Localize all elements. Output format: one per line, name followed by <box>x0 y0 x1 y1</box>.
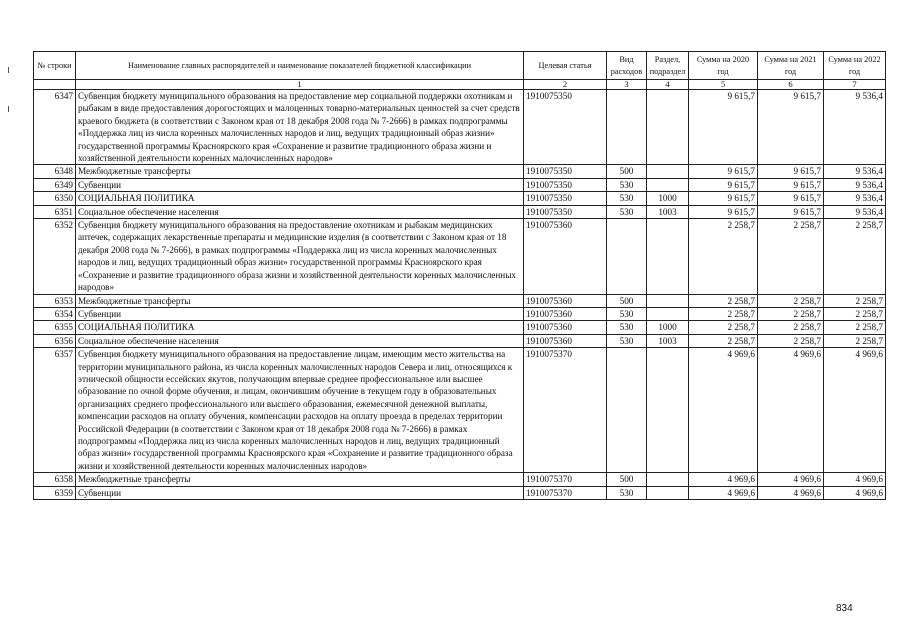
row-sum-2021: 2 258,7 <box>758 219 824 294</box>
row-section <box>647 294 689 307</box>
row-name: Субвенции <box>76 307 524 320</box>
row-sum-2021: 9 615,7 <box>758 205 824 218</box>
margin-mark <box>8 106 9 112</box>
row-name: Межбюджетные трансферты <box>76 473 524 486</box>
row-target: 1910075370 <box>524 348 607 473</box>
row-sum-2021: 9 615,7 <box>758 90 824 165</box>
table-row <box>34 192 886 205</box>
row-sum-2021: 9 615,7 <box>758 192 824 205</box>
row-name: СОЦИАЛЬНАЯ ПОЛИТИКА <box>76 192 524 205</box>
row-type: 530 <box>607 486 647 499</box>
row-sum-2020: 9 615,7 <box>689 90 758 165</box>
row-sum-2021: 9 615,7 <box>758 178 824 191</box>
column-number: 2 <box>524 80 607 90</box>
row-section <box>647 165 689 178</box>
row-name: Социальное обеспечение населения <box>76 334 524 347</box>
row-name: Межбюджетные трансферты <box>76 294 524 307</box>
row-section: 1003 <box>647 334 689 347</box>
row-number: 6355 <box>34 321 76 334</box>
header-sum-2022: Сумма на 2022 год <box>824 52 886 80</box>
row-sum-2020: 4 969,6 <box>689 348 758 473</box>
row-target: 1910075360 <box>524 307 607 320</box>
table-header-row <box>34 52 886 80</box>
margin-mark <box>8 67 9 73</box>
row-target: 1910075360 <box>524 334 607 347</box>
table-row <box>34 219 886 294</box>
row-sum-2021: 2 258,7 <box>758 321 824 334</box>
row-target: 1910075350 <box>524 90 607 165</box>
row-name: СОЦИАЛЬНАЯ ПОЛИТИКА <box>76 321 524 334</box>
row-number: 6350 <box>34 192 76 205</box>
row-sum-2020: 9 615,7 <box>689 165 758 178</box>
row-type <box>607 90 647 165</box>
row-sum-2022: 4 969,6 <box>824 486 886 499</box>
row-sum-2021: 4 969,6 <box>758 473 824 486</box>
header-name: Наименование главных распорядителей и наименование показателей бюджетной классификации <box>76 52 524 80</box>
row-number: 6358 <box>34 473 76 486</box>
header-sum-2021: Сумма на 2021 год <box>758 52 824 80</box>
row-section: 1000 <box>647 192 689 205</box>
table-row <box>34 334 886 347</box>
row-name: Субвенция бюджету муниципального образования на предоставление мер социальной поддержки охотникам и рыбакам в виде предоставления дорогостоящих и малоценных товарно-материальных ценностей за счет средств краевого бюджета (в соответствии с Законом края от 18 декабря 2008 года № 7-2666) в рамках подпрограммы «Поддержка лиц из числа коренных малочисленных народов и лиц, ведущих традиционный образ жизни» государственной программы Красноярского края «Сохранение и развитие традиционного образа жизни и хозяйственной деятельности коренных малочисленных народов» <box>76 90 524 165</box>
column-number <box>34 80 76 90</box>
header-section: Раздел, подраздел <box>647 52 689 80</box>
row-section <box>647 307 689 320</box>
row-sum-2020: 2 258,7 <box>689 294 758 307</box>
column-number: 4 <box>647 80 689 90</box>
row-type <box>607 348 647 473</box>
row-target: 1910075350 <box>524 205 607 218</box>
row-sum-2020: 2 258,7 <box>689 321 758 334</box>
row-sum-2022: 4 969,6 <box>824 348 886 473</box>
row-sum-2020: 9 615,7 <box>689 192 758 205</box>
row-type: 500 <box>607 165 647 178</box>
row-name: Субвенция бюджету муниципального образования на предоставление лицам, имеющим место жительства на территории муниципального района, из числа коренных малочисленных народов Севера и лиц, относящихся к этнической общности ессейских якутов, получающим впервые среднее профессиональное или высшее образование по очной форме обучения, и лицам, окончившим обучение в текущем году в образовательных организациях среднего профессионального или высшего образования, ежемесячной денежной выплаты, компенсации расходов на оплату обучения, компенсации расходов на оплату проезда в пределах территории Российской Федерации (в соответствии с Законом края от 18 декабря 2008 года № 7-2666) в рамках подпрограммы «Поддержка лиц из числа коренных малочисленных народов и лиц, ведущих традиционный образ жизни» государственной программы Красноярского края «Сохранение и развитие традиционного образа жизни и хозяйственной деятельности коренных малочисленных народов» <box>76 348 524 473</box>
column-number: 6 <box>758 80 824 90</box>
row-name: Субвенция бюджету муниципального образования на предоставление охотникам и рыбакам медицинских аптечек, содержащих лекарственные препараты и медицинские изделия (в соответствии с Законом края от 18 декабря 2008 года № 7-2666), в рамках подпрограммы «Поддержка лиц из числа коренных малочисленных народов и лиц, ведущих традиционный образ жизни» государственной программы Красноярского края «Сохранение и развитие традиционного образа жизни и хозяйственной деятельности коренных малочисленных народов» <box>76 219 524 294</box>
row-type: 530 <box>607 321 647 334</box>
column-number: 7 <box>824 80 886 90</box>
row-sum-2022: 9 536,4 <box>824 165 886 178</box>
row-sum-2022: 2 258,7 <box>824 294 886 307</box>
row-sum-2022: 2 258,7 <box>824 321 886 334</box>
row-section <box>647 473 689 486</box>
row-section <box>647 178 689 191</box>
row-sum-2020: 2 258,7 <box>689 307 758 320</box>
header-row-no: № строки <box>34 52 76 80</box>
row-target: 1910075350 <box>524 178 607 191</box>
row-type: 500 <box>607 473 647 486</box>
row-sum-2020: 2 258,7 <box>689 219 758 294</box>
row-number: 6351 <box>34 205 76 218</box>
row-sum-2022: 9 536,4 <box>824 90 886 165</box>
row-type: 530 <box>607 178 647 191</box>
row-section: 1003 <box>647 205 689 218</box>
row-type: 500 <box>607 294 647 307</box>
table-row <box>34 205 886 218</box>
row-target: 1910075360 <box>524 219 607 294</box>
row-sum-2022: 2 258,7 <box>824 307 886 320</box>
row-name: Субвенции <box>76 178 524 191</box>
row-number: 6356 <box>34 334 76 347</box>
row-number: 6349 <box>34 178 76 191</box>
row-name: Межбюджетные трансферты <box>76 165 524 178</box>
table-row <box>34 486 886 499</box>
row-type: 530 <box>607 307 647 320</box>
row-type: 530 <box>607 192 647 205</box>
table-row <box>34 348 886 473</box>
table-row <box>34 165 886 178</box>
row-sum-2021: 4 969,6 <box>758 486 824 499</box>
row-number: 6357 <box>34 348 76 473</box>
table-row <box>34 473 886 486</box>
row-sum-2022: 4 969,6 <box>824 473 886 486</box>
row-section <box>647 219 689 294</box>
row-target: 1910075360 <box>524 321 607 334</box>
row-sum-2022: 2 258,7 <box>824 334 886 347</box>
row-number: 6354 <box>34 307 76 320</box>
row-sum-2022: 9 536,4 <box>824 178 886 191</box>
row-number: 6348 <box>34 165 76 178</box>
row-number: 6352 <box>34 219 76 294</box>
row-type: 530 <box>607 205 647 218</box>
column-number: 3 <box>607 80 647 90</box>
row-type <box>607 219 647 294</box>
row-section <box>647 486 689 499</box>
row-target: 1910075370 <box>524 473 607 486</box>
row-number: 6359 <box>34 486 76 499</box>
row-sum-2020: 9 615,7 <box>689 205 758 218</box>
column-number: 5 <box>689 80 758 90</box>
header-target: Целевая статья <box>524 52 607 80</box>
row-sum-2020: 4 969,6 <box>689 473 758 486</box>
row-type: 530 <box>607 334 647 347</box>
row-sum-2021: 2 258,7 <box>758 334 824 347</box>
row-section: 1000 <box>647 321 689 334</box>
row-sum-2021: 2 258,7 <box>758 294 824 307</box>
header-type: Вид расходов <box>607 52 647 80</box>
table-row <box>34 178 886 191</box>
row-section <box>647 90 689 165</box>
row-sum-2022: 2 258,7 <box>824 219 886 294</box>
row-name: Субвенции <box>76 486 524 499</box>
row-target: 1910075370 <box>524 486 607 499</box>
row-sum-2020: 9 615,7 <box>689 178 758 191</box>
row-sum-2022: 9 536,4 <box>824 192 886 205</box>
table-row <box>34 90 886 165</box>
row-number: 6353 <box>34 294 76 307</box>
row-sum-2020: 2 258,7 <box>689 334 758 347</box>
column-numbering-row <box>34 80 886 90</box>
table-row <box>34 307 886 320</box>
row-sum-2021: 9 615,7 <box>758 165 824 178</box>
budget-table <box>33 51 886 500</box>
row-sum-2020: 4 969,6 <box>689 486 758 499</box>
header-sum-2020: Сумма на 2020 год <box>689 52 758 80</box>
row-sum-2021: 2 258,7 <box>758 307 824 320</box>
row-target: 1910075360 <box>524 294 607 307</box>
row-sum-2022: 9 536,4 <box>824 205 886 218</box>
table-row <box>34 294 886 307</box>
row-number: 6347 <box>34 90 76 165</box>
table-row <box>34 321 886 334</box>
row-target: 1910075350 <box>524 192 607 205</box>
row-section <box>647 348 689 473</box>
row-name: Социальное обеспечение населения <box>76 205 524 218</box>
row-target: 1910075350 <box>524 165 607 178</box>
row-sum-2021: 4 969,6 <box>758 348 824 473</box>
column-number: 1 <box>76 80 524 90</box>
page-number: 834 <box>836 603 853 614</box>
